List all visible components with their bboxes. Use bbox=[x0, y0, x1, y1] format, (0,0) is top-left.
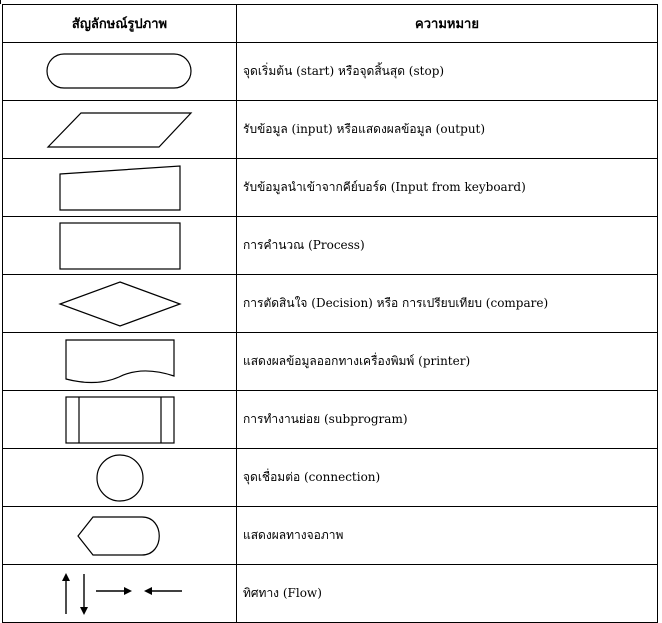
display-symbol-icon bbox=[75, 514, 165, 558]
table-row bbox=[3, 275, 658, 333]
symbol-cell bbox=[3, 43, 237, 101]
symbol-cell bbox=[3, 159, 237, 217]
connector-symbol-icon bbox=[94, 452, 146, 504]
terminator-symbol-icon bbox=[45, 52, 195, 92]
symbol-cell bbox=[3, 333, 237, 391]
symbol-cell bbox=[3, 217, 237, 275]
parallelogram-symbol-icon bbox=[45, 110, 195, 150]
document-symbol-icon bbox=[63, 337, 177, 387]
table-row bbox=[3, 43, 658, 101]
manual-input-symbol-icon bbox=[57, 163, 183, 213]
table-row bbox=[3, 159, 658, 217]
flowchart-symbols-table bbox=[2, 4, 658, 623]
meaning-text: การตัดสินใจ (Decision) หรือ การเปรียบเทียบ (compare) bbox=[237, 275, 658, 333]
symbol-cell bbox=[3, 565, 237, 623]
table-row bbox=[3, 391, 658, 449]
meaning-text: การคำนวณ (Process) bbox=[237, 217, 658, 275]
meaning-text: จุดเชื่อมต่อ (connection) bbox=[237, 449, 658, 507]
symbol-cell bbox=[3, 275, 237, 333]
symbol-cell bbox=[3, 101, 237, 159]
meaning-text: รับข้อมูล (input) หรือแสดงผลข้อมูล (output) bbox=[237, 101, 658, 159]
decision-symbol-icon bbox=[57, 279, 183, 329]
symbol-cell bbox=[3, 507, 237, 565]
table-row bbox=[3, 333, 658, 391]
process-symbol-icon bbox=[57, 220, 183, 272]
table-row bbox=[3, 565, 658, 623]
header-meaning: ความหมาย bbox=[237, 5, 658, 43]
header-symbol: สัญลักษณ์รูปภาพ bbox=[3, 5, 237, 43]
meaning-text: จุดเริ่มต้น (start) หรือจุดสิ้นสุด (stop) bbox=[237, 43, 658, 101]
table-row bbox=[3, 449, 658, 507]
symbol-cell bbox=[3, 391, 237, 449]
flow-arrows-icon bbox=[54, 572, 186, 616]
meaning-text: การทำงานย่อย (subprogram) bbox=[237, 391, 658, 449]
meaning-text: แสดงผลทางจอภาพ bbox=[237, 507, 658, 565]
table-header-row bbox=[3, 5, 658, 43]
symbol-cell bbox=[3, 449, 237, 507]
subprogram-symbol-icon bbox=[63, 394, 177, 446]
meaning-text: รับข้อมูลนำเข้าจากคีย์บอร์ด (Input from keyboard) bbox=[237, 159, 658, 217]
table-row bbox=[3, 507, 658, 565]
table-row bbox=[3, 217, 658, 275]
meaning-text: แสดงผลข้อมูลออกทางเครื่องพิมพ์ (printer) bbox=[237, 333, 658, 391]
meaning-text: ทิศทาง (Flow) bbox=[237, 565, 658, 623]
table-row bbox=[3, 101, 658, 159]
